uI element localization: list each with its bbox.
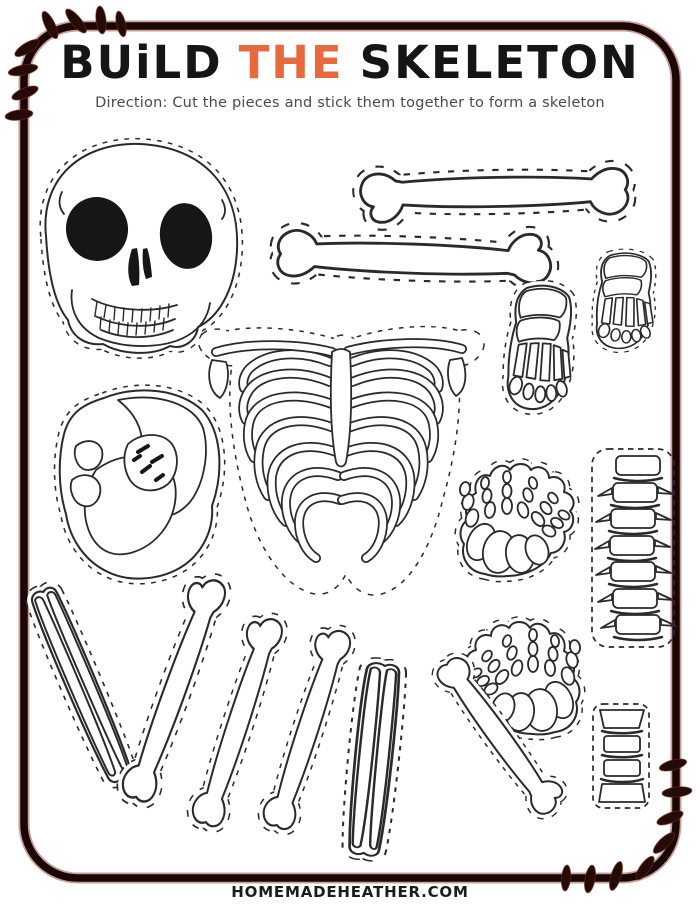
lower-arm-bone-piece (277, 226, 551, 285)
footer-website: HOMEMADEHEATHER.COM (231, 883, 469, 901)
title-the: THE (238, 36, 344, 89)
rib-cage-piece (204, 332, 479, 590)
directions-text: Direction: Cut the pieces and stick them together to form a skeleton (95, 95, 605, 111)
sternum (331, 349, 351, 467)
right-hand-piece (459, 464, 574, 576)
title-skeleton: SKELETON (359, 36, 640, 89)
forearm-bones-piece (28, 585, 136, 786)
right-foot-piece (596, 252, 656, 349)
title-build: BUiLD (60, 36, 223, 89)
upper-arm-bone-piece (360, 168, 628, 223)
left-shoulder-blade (209, 360, 228, 398)
vertebrae (595, 456, 676, 640)
header (0, 36, 700, 111)
tailbone-piece (593, 704, 649, 808)
skull-piece (45, 144, 237, 353)
left-foot-piece (506, 284, 577, 412)
spine-piece (592, 449, 676, 647)
lower-leg-bones-piece (345, 662, 402, 857)
pelvis-piece (60, 390, 220, 578)
page-title (0, 36, 700, 89)
